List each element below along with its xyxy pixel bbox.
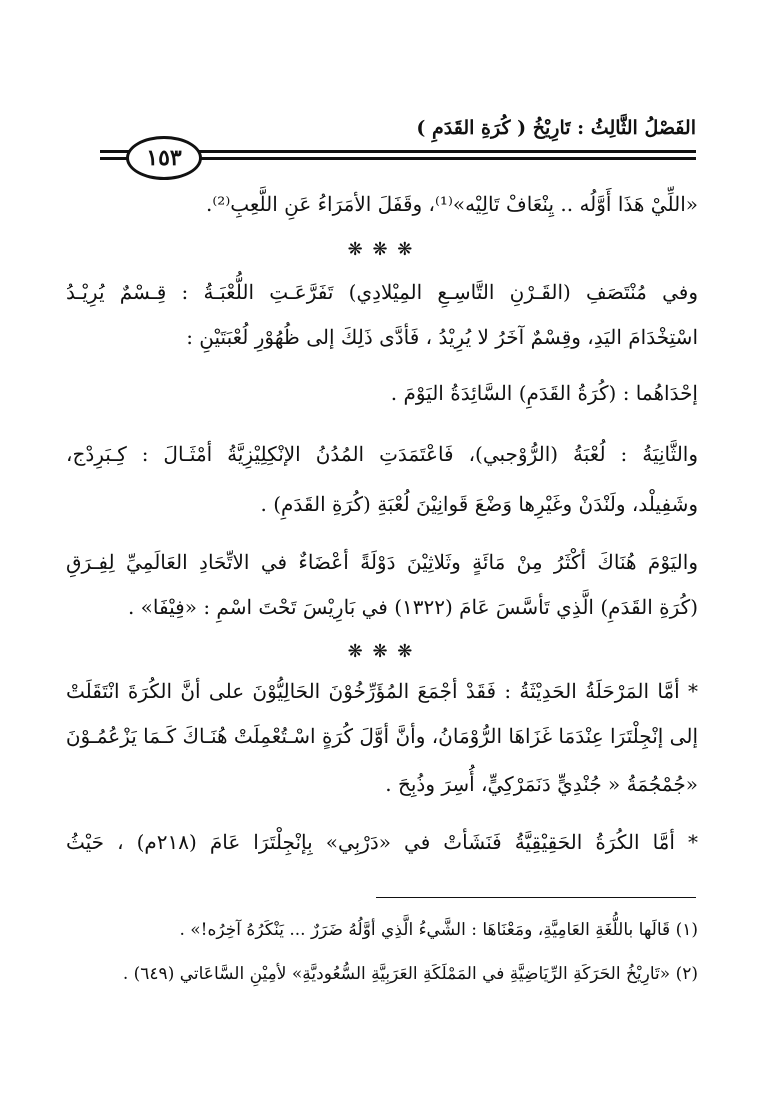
section-separator: ❋ ❋ ❋: [347, 641, 415, 662]
body-line-7: واليَوْمَ هُنَاكَ أكْثَرُ مِنْ مَائَةٍ وثَلاثِيْنَ دَوْلَةً أعْضَاءٌ في الاتِّحَادِ العَالَمِيِّ لِفِـرَقِ: [66, 550, 698, 574]
page-number: ١٥٣: [126, 136, 202, 180]
body-line-4: إحْدَاهُما : (كُرَةُ القَدَمِ) السَّائِدَةُ اليَوْمَ .: [390, 381, 698, 405]
footnote-rule: [376, 897, 696, 898]
body-line-5: والثَّانِيَةُ : لُعْبَةُ (الرُّوْجبي)، فَاعْتَمَدَتِ المُدُنُ الإنْكِلِيْزِيَّةُ أمْثَـالَ : كِـبَرِدْج،: [66, 442, 698, 466]
body-line-8: (كُرَةِ القَدَمِ) الَّذِي تَأسَّسَ عَامَ (١٣٢٢) في بَارِيْسَ تَحْتَ اسْمِ : «فِيْفَا» .: [127, 595, 698, 619]
body-line-9: * أمَّا المَرْحَلَةُ الحَدِيْثَةُ : فَقَدْ أجْمَعَ المُؤَرِّخُوْنَ الحَالِيُّوْنَ على أنَّ الكُرَةَ انْتَقَلَتْ: [66, 679, 698, 703]
footnote-1: (١) قَالَها باللُّغَةِ العَامِيَّةِ، ومَعْنَاهَا : الشَّيءُ الَّذِي أوَّلُهُ ضَرَرٌ ... يَنْكَرُهُ آخِرُه!» .: [179, 920, 698, 940]
body-line-12: * أمَّا الكُرَةُ الحَقِيْقِيَّةُ فَنَشَأتْ في «دَرْبِي» بِإنْجِلْتَرَا عَامَ (٢١٨م) ، حَيْثُ: [66, 830, 698, 854]
section-separator: ❋ ❋ ❋: [347, 239, 415, 260]
body-line-6: وشَفِيلْد، ولَنْدَنْ وغَيْرِها وَضْعَ قَوانِيْنَ لُعْبَةِ (كُرَةِ القَدَمِ) .: [260, 492, 698, 516]
running-title: الفَصْلُ الثَّالِثُ : تَارِيْخُ ( كُرَةِ القَدَمِ ): [416, 117, 696, 139]
body-line-10: إلى إنْجِلْتَرَا عِنْدَمَا غَزَاهَا الرُّوْمَانُ، وأنَّ أوَّلَ كُرَةٍ اسْـتُعْمِلَتْ هُنَـاكَ كَـمَا يَزْعُمُـوْنَ: [65, 724, 698, 748]
body-line-1: «اللِّيْ هَذَا أَوَّلُه .. يِنْعَافْ تَالِيْه»⁽¹⁾، وقَفَلَ الأمَرَاءُ عَنِ اللَّعِبِ⁽²⁾.: [206, 192, 698, 216]
footnote-2: (٢) «تَارِيْخُ الحَرَكَةِ الرِّيَاضِيَّةِ في المَمْلَكَةِ العَرَبِيَّةِ السُّعُوديَّةِ» لأمِيْنِ السَّاعَاتي (٦٤٩) .: [122, 964, 698, 984]
body-line-2: وفي مُنْتَصَفِ (القَـرْنِ التَّاسِـعِ المِيْلادِي) تَفَرَّعَـتِ اللُّعْبَـةُ : قِـسْمٌ يُرِيْـدُ: [66, 280, 698, 304]
body-line-11: «جُمْجُمَةُ « جُنْدِيٍّ دَنَمَرْكِيٍّ، أُسِرَ وذُبِحَ .: [385, 772, 698, 796]
body-line-3: اسْتِخْدَامَ اليَدِ، وقِسْمٌ آخَرُ لا يُرِيْدُ ، فَأدَّى ذَلِكَ إلى ظُهُوْرِ لُعْبَتَيْنِ :: [186, 325, 698, 349]
